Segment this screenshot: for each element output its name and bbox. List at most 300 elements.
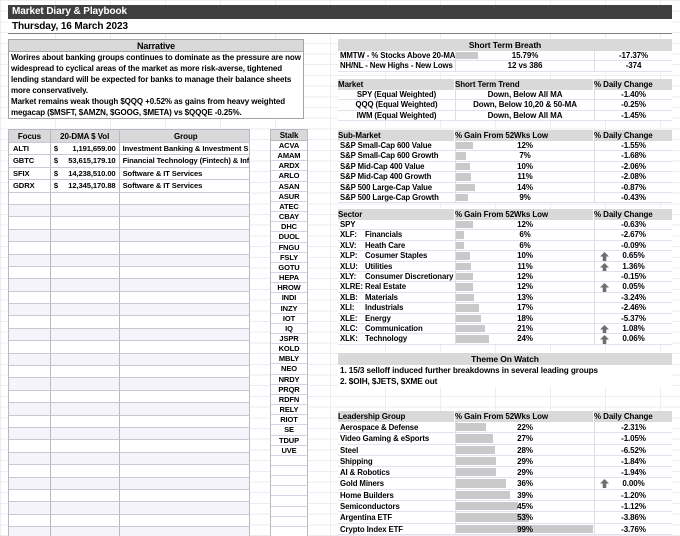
change-cell [594,456,672,466]
databar [456,142,473,149]
focus-row[interactable] [9,168,250,180]
leadership-label: Argentina ETF [340,513,392,523]
volume-value: 1,191,659.00 [72,144,116,153]
theme-item[interactable]: 2. $OIH, $JETS, $XME out [340,377,438,386]
gain-cell [455,512,594,522]
volume-value: 12,345,170.88 [68,181,116,191]
market-row[interactable] [338,111,672,121]
stalk-ticker-cell[interactable]: ATEC [271,202,307,212]
market-trend [455,90,594,99]
stalk-ticker-cell[interactable]: HEPA [271,273,307,283]
databar [456,468,496,476]
narrative-paragraph: Market remains weak though $QQQ +0.52% as gains from heavy weighted megacap ($MSFT, $AMZN, $GOOG, $META) vs $QQQE -0.25%. [11,96,286,117]
change-value: -1.84% [621,456,646,466]
sector-label [338,334,455,343]
gain-value: 10% [517,251,533,261]
stalk-ticker-cell[interactable]: IQ [271,324,307,334]
sector-name: Consumer Discretionary [365,271,454,281]
change-cell [594,422,672,432]
gain-value: 10% [517,161,533,171]
focus-table [8,129,250,536]
empty-row[interactable] [9,341,250,353]
focus-ticker-cell[interactable]: GDRX [9,180,51,192]
empty-row[interactable] [9,391,250,403]
sub-market-row[interactable] [338,183,672,193]
empty-row[interactable] [9,403,250,415]
gain-value: 27% [517,434,533,444]
focus-volume-cell[interactable] [51,168,120,180]
leadership-row[interactable] [338,422,672,433]
stalk-ticker-cell[interactable]: TDUP [271,436,307,446]
empty-cell[interactable] [271,527,307,536]
leadership-table [338,411,672,535]
empty-cell[interactable] [271,496,307,506]
empty-row[interactable] [9,217,250,229]
change-value: -1.05% [621,434,646,444]
change-value: -2.06% [621,161,646,171]
focus-row[interactable] [9,155,250,167]
sector-ticker: SPY [340,220,356,229]
stalk-ticker-cell[interactable]: DUOL [271,232,307,242]
volume-header-cell[interactable]: 20-DMA $ Vol [51,130,120,143]
sector-row[interactable] [338,293,672,303]
sector-name: Technology [365,334,408,344]
sector-ticker: XLK: [340,334,358,344]
change-value: -1.68% [621,151,646,161]
sub-market-row[interactable] [338,193,672,203]
change-header-cell[interactable]: % Daily Change [594,79,672,90]
sector-row[interactable] [338,334,672,344]
volume-value: 14,238,510.00 [68,168,116,178]
focus-ticker-cell[interactable]: SFIX [9,168,51,180]
change-cell [594,293,672,302]
gain-cell [455,334,594,343]
market-label: QQQ (Equal Weighted) [355,100,438,110]
stalk-ticker-cell[interactable]: FSLY [271,253,307,263]
gain-cell [455,230,594,239]
sector-row[interactable] [338,230,672,240]
change-cell [594,433,672,443]
stalk-ticker-cell[interactable]: UVE [271,446,307,456]
gain-value: 12% [517,220,533,229]
leadership-row[interactable] [338,456,672,467]
change-value: -0.63% [621,220,646,229]
databar [456,325,485,332]
leadership-label: AI & Robotics [340,468,390,478]
sector-name: Cosumer Staples [365,251,428,261]
gain-value: 99% [517,524,533,534]
change-value: -0.87% [621,182,646,192]
stalk-ticker-cell[interactable]: DHC [271,222,307,232]
breath-value-cell [455,51,594,60]
sector-label [338,272,455,281]
breath-label: MMTW - % Stocks Above 20-MA [340,51,455,60]
empty-row[interactable] [9,316,250,328]
sector-ticker: XLRE: [340,282,363,292]
stalk-ticker-cell[interactable]: RIOT [271,415,307,425]
empty-cell[interactable] [271,507,307,517]
sector-row[interactable] [338,314,672,324]
stalk-ticker-cell[interactable]: ASAN [271,182,307,192]
empty-cell[interactable] [271,486,307,496]
market-label: IWM (Equal Weighted) [356,110,437,120]
sub-market-label: S&P Mid-Cap 400 Growth [340,172,432,182]
gain-cell [455,303,594,312]
sector-table-header [338,209,672,220]
gain-cell [455,282,594,291]
market-header-cell[interactable]: Market [338,79,454,90]
databar [456,263,471,270]
empty-row[interactable] [9,279,250,291]
sector-row[interactable] [338,220,672,230]
empty-row[interactable] [9,453,250,465]
focus-group-cell[interactable]: Software & IT Services [120,168,250,180]
currency-symbol: $ [53,181,58,191]
leadership-row[interactable] [338,501,672,512]
sector-name: Industrials [365,303,404,313]
gain-cell [455,272,594,281]
short-term-breath-header[interactable]: Short Term Breath [338,39,672,51]
change-value: -1.94% [621,468,646,478]
stalk-ticker-cell[interactable]: MBLY [271,354,307,364]
leadership-row[interactable] [338,490,672,501]
sector-row[interactable] [338,324,672,334]
gain-cell [455,241,594,250]
empty-cell[interactable] [271,476,307,486]
change-cell [594,524,672,534]
sub-market-row[interactable] [338,151,672,161]
stalk-ticker-cell[interactable]: NEO [271,364,307,374]
sector-ticker: XLP: [340,251,358,261]
trend-value: Down, Below 10,20 & 50-MA [473,100,577,110]
leadership-row[interactable] [338,524,672,535]
leadership-row[interactable] [338,445,672,456]
gain-cell [455,490,594,500]
change-cell [594,282,672,291]
empty-row[interactable] [9,292,250,304]
sector-row[interactable] [338,272,672,282]
gain-value: 29% [517,468,533,478]
focus-ticker-cell[interactable]: ALTI [9,143,51,155]
change-value: -0.25% [621,100,646,110]
currency-symbol: $ [53,156,58,166]
market-row[interactable] [338,90,672,100]
change-cell [594,183,672,192]
up-arrow-icon [600,479,609,488]
sector-row[interactable] [338,303,672,313]
empty-row[interactable] [9,193,250,205]
stalk-header[interactable]: Stalk [271,130,307,141]
stalk-ticker-cell[interactable]: AMAM [271,151,307,161]
stalk-ticker-cell[interactable]: JSPR [271,334,307,344]
currency-symbol: $ [53,168,58,178]
gain-header-cell[interactable]: % Gain From 52Wks Low [455,130,593,141]
gain-cell [455,324,594,333]
leadership-label: Gold Miners [340,479,384,489]
sector-label [338,324,455,333]
empty-row[interactable] [9,205,250,217]
market-change [594,90,672,99]
gain-value: 11% [517,172,533,182]
theme-header[interactable]: Theme On Watch [338,353,672,365]
stalk-ticker-cell[interactable]: INDI [271,293,307,303]
stalk-ticker-cell[interactable]: NRDY [271,375,307,385]
breath-change [594,51,672,60]
gain-cell [455,262,594,271]
trend-header-cell[interactable]: Short Term Trend [455,79,593,90]
workbook-title: Market Diary & Playbook [8,5,672,19]
stalk-ticker-cell[interactable]: SE [271,425,307,435]
gain-value: 12% [517,141,533,150]
focus-group-cell[interactable]: Financial Technology (Fintech) & Inf [120,155,250,167]
change-header-cell[interactable]: % Daily Change [594,209,672,220]
gain-value: 9% [519,192,531,202]
stalk-ticker-cell[interactable]: ARLO [271,171,307,181]
leadership-label: Steel [340,445,359,455]
databar [456,163,470,170]
empty-row[interactable] [9,366,250,378]
sector-label [338,262,455,271]
change-cell [594,262,672,271]
narrative-text-box[interactable] [8,51,304,119]
sector-name: Materials [365,292,398,302]
up-arrow-icon [600,263,609,271]
market-change [594,100,672,109]
databar [456,283,473,290]
databar [456,194,468,201]
stalk-ticker-cell[interactable]: ARDX [271,161,307,171]
market-row[interactable] [338,100,672,110]
narrative-header: Narrative [8,39,304,51]
date-cell[interactable]: Thursday, 16 March 2023 [8,19,672,34]
sub-market-label: S&P Small-Cap 600 Value [340,141,432,150]
sub-market-row[interactable] [338,172,672,182]
empty-cell[interactable] [271,517,307,527]
stalk-ticker-cell[interactable]: HROW [271,283,307,293]
empty-row[interactable] [9,304,250,316]
gain-value: 13% [517,292,533,302]
leadership-row[interactable] [338,433,672,444]
gain-header-cell[interactable]: % Gain From 52Wks Low [455,411,593,422]
focus-row[interactable] [9,143,250,155]
market-trend [455,100,594,109]
empty-row[interactable] [9,490,250,502]
databar [456,491,510,499]
empty-row[interactable] [9,440,250,452]
gain-cell [455,251,594,260]
sector-name: Real Estate [365,282,406,292]
leadership-row[interactable] [338,478,672,489]
sub-market-table [338,130,672,203]
stalk-ticker-cell[interactable]: RELY [271,405,307,415]
leadership-table-header [338,411,672,422]
sector-name: Communication [365,323,423,333]
databar [456,221,473,228]
sector-row[interactable] [338,262,672,272]
leadership-row[interactable] [338,512,672,523]
up-arrow-icon [600,283,609,291]
stalk-ticker-cell[interactable]: PRQR [271,385,307,395]
leadership-label: Aerospace & Defense [340,423,419,432]
empty-row[interactable] [9,527,250,536]
gain-header-cell[interactable]: % Gain From 52Wks Low [455,209,593,220]
empty-row[interactable] [9,329,250,341]
focus-ticker-cell[interactable]: GBTC [9,155,51,167]
stalk-ticker-cell[interactable]: ACVA [271,141,307,151]
gain-value: 36% [517,479,533,489]
databar [456,52,478,59]
short-term-breath-table [338,39,672,72]
sector-label [338,314,455,323]
focus-header-cell[interactable]: Focus [9,130,51,143]
change-value: -3.86% [621,513,646,523]
market-label: SPY (Equal Weighted) [356,90,437,99]
change-value: -5.37% [621,313,646,323]
gain-cell [455,314,594,323]
focus-group-cell[interactable]: Software & IT Services [120,180,250,192]
empty-row[interactable] [9,515,250,527]
focus-volume-cell[interactable] [51,180,120,192]
databar [456,335,489,342]
change-value: -1.12% [621,502,646,512]
sub-market-label: S&P 500 Large-Cap Growth [340,192,439,202]
change-value: 1.36% [622,261,645,271]
databar [456,152,466,159]
sub-market-header-cell[interactable]: Sub-Market [338,130,454,141]
focus-volume-cell[interactable] [51,155,120,167]
stalk-ticker-cell[interactable]: KOLD [271,344,307,354]
change-cell [594,445,672,455]
change-cell [594,501,672,511]
gain-value: 45% [517,502,533,512]
sector-label [338,282,455,291]
empty-cell[interactable] [271,456,307,466]
gain-cell [455,422,594,432]
gain-cell [455,293,594,302]
focus-table-header[interactable] [9,130,250,143]
gain-value: 29% [517,456,533,466]
group-header-cell[interactable]: Group [120,130,250,143]
theme-on-watch [338,353,672,387]
databar [456,315,481,322]
breath-value-cell [455,61,594,70]
gain-cell [455,433,594,443]
gain-value: 14% [517,182,533,192]
gain-value: 6% [519,240,531,250]
empty-row[interactable] [9,354,250,366]
sector-name: Energy [365,313,391,323]
stalk-ticker-cell[interactable]: RDFN [271,395,307,405]
up-arrow-icon [600,335,609,343]
gain-cell [455,467,594,477]
change-value: -17.37% [618,51,649,60]
gain-value: 21% [517,323,533,333]
empty-row[interactable] [9,267,250,279]
empty-row[interactable] [9,378,250,390]
change-value: -2.67% [621,230,646,240]
currency-symbol: $ [53,144,58,153]
sector-header-cell[interactable]: Sector [338,209,454,220]
change-cell [594,512,672,522]
theme-item[interactable]: 1. 15/3 selloff induced further breakdowns in several leading groups [340,366,598,375]
breath-row[interactable] [338,61,672,71]
stalk-ticker-cell[interactable]: GOTU [271,263,307,273]
focus-row[interactable] [9,180,250,192]
breath-value: 15.79% [511,51,539,60]
change-cell [594,324,672,333]
leadership-label: Semiconductors [340,502,400,512]
gain-value: 22% [517,423,533,432]
gain-cell [455,445,594,455]
sub-market-label: S&P 500 Large-Cap Value [340,182,433,192]
sub-market-row[interactable] [338,162,672,172]
sector-label [338,293,455,302]
empty-row[interactable] [9,465,250,477]
databar [456,273,473,280]
databar [456,294,474,301]
change-value: -2.31% [621,423,646,432]
sector-ticker: XLE: [340,313,358,323]
focus-volume-cell[interactable] [51,143,120,155]
databar [456,242,464,249]
change-cell [594,193,672,202]
change-cell [594,241,672,250]
stalk-ticker-cell[interactable]: IOT [271,314,307,324]
empty-row[interactable] [9,242,250,254]
gain-cell [455,220,594,229]
sector-row[interactable] [338,241,672,251]
change-value: 0.65% [622,251,645,261]
empty-row[interactable] [9,255,250,267]
empty-row[interactable] [9,502,250,514]
stalk-ticker-cell[interactable]: ASUR [271,192,307,202]
market-change [594,111,672,120]
change-header-cell[interactable]: % Daily Change [594,130,672,141]
gain-cell [455,151,594,160]
gain-cell [455,478,594,488]
sector-ticker: XLB: [340,292,358,302]
focus-group-cell[interactable]: Investment Banking & Investment S [120,143,250,155]
change-header-cell[interactable]: % Daily Change [594,411,672,422]
gain-cell [455,193,594,202]
sector-row[interactable] [338,282,672,292]
stalk-ticker-cell[interactable]: INZY [271,304,307,314]
empty-row[interactable] [9,230,250,242]
up-arrow-icon [600,252,609,260]
sector-row[interactable] [338,251,672,261]
empty-cell[interactable] [271,466,307,476]
sub-market-row[interactable] [338,141,672,151]
leadership-row[interactable] [338,467,672,478]
leadership-header-cell[interactable]: Leadership Group [338,411,454,422]
change-cell [594,230,672,239]
gain-value: 24% [517,334,533,344]
change-cell [594,172,672,181]
empty-row[interactable] [9,428,250,440]
change-value: -3.24% [621,292,646,302]
breath-row[interactable] [338,51,672,61]
change-value: -6.52% [621,445,646,455]
stalk-ticker-cell[interactable]: FNGU [271,243,307,253]
trend-value: Down, Below All MA [487,90,563,99]
stalk-ticker-cell[interactable]: CBAY [271,212,307,222]
empty-row[interactable] [9,478,250,490]
sector-ticker: XLC: [340,323,358,333]
empty-row[interactable] [9,416,250,428]
gain-cell [455,183,594,192]
change-cell [594,151,672,160]
change-cell [594,467,672,477]
